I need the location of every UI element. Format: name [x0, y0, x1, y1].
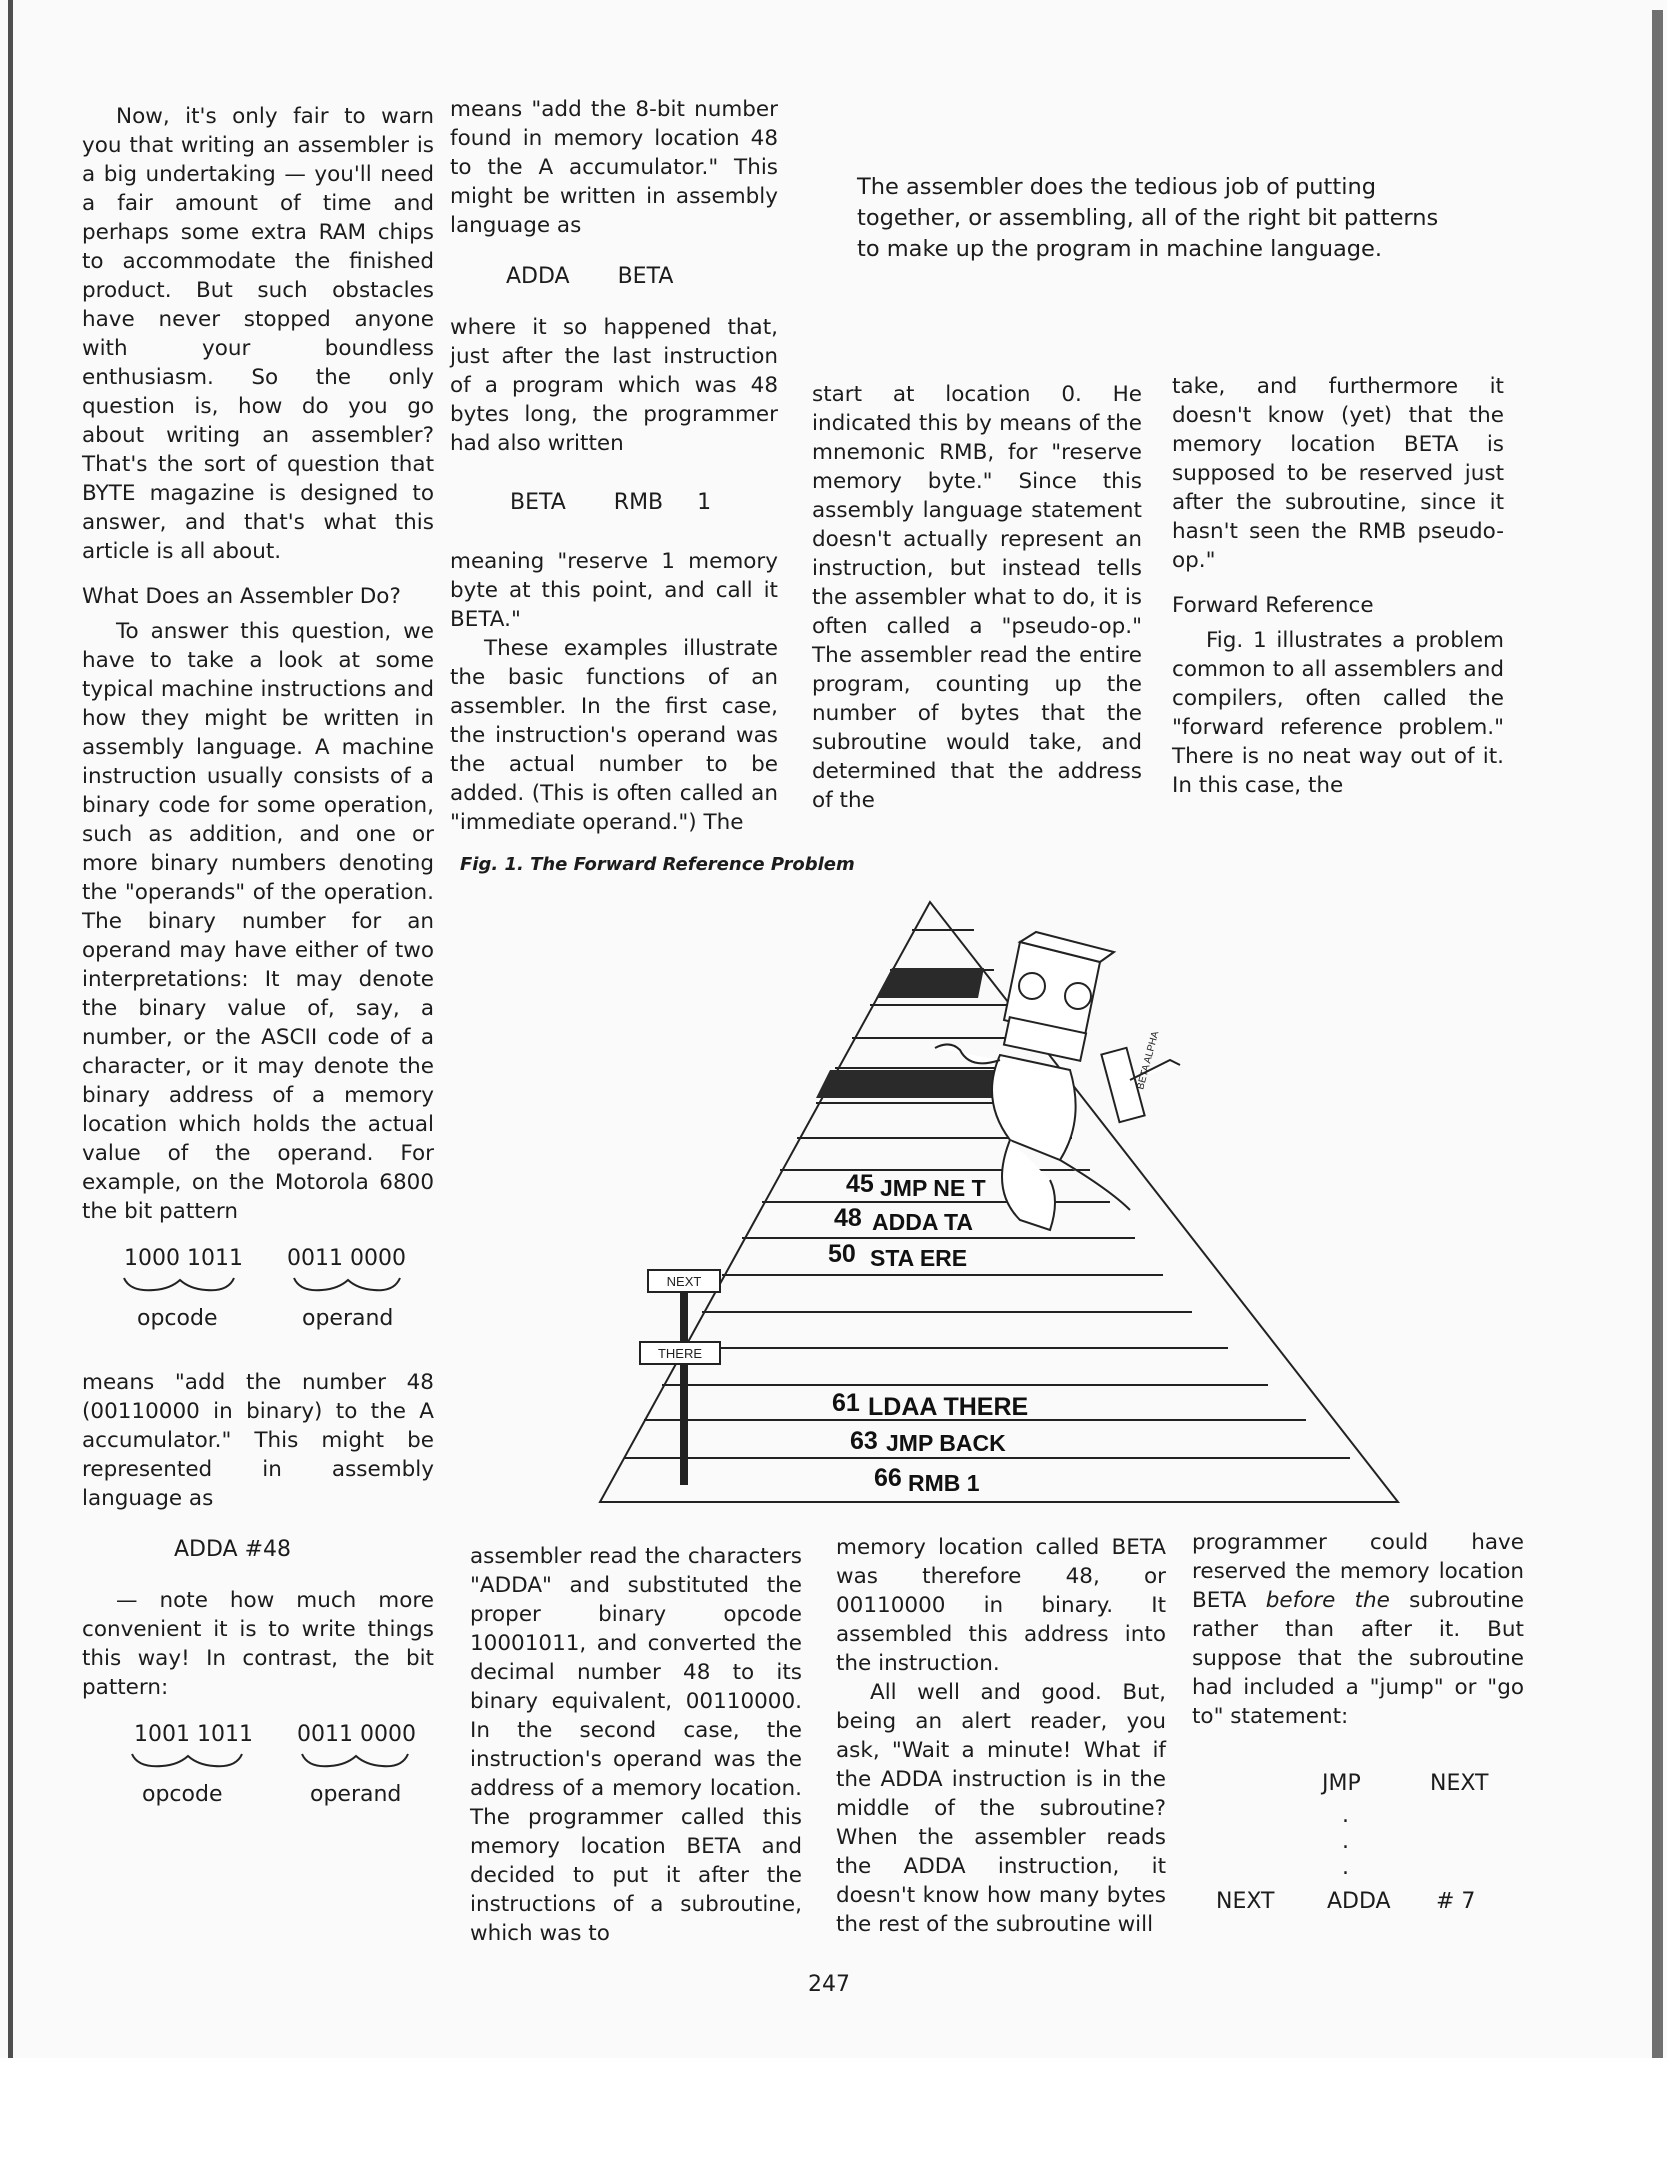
pull-quote: The assembler does the tedious job of putting together, or assembling, all of the right bit patterns to make up the program in machine language.: [857, 174, 1439, 262]
page-margin-bottom: [0, 2058, 1667, 2160]
col2-paragraph-1: means "add the 8-bit number found in memory location 48 to the A accumulator." This might be written in assembly language as: [450, 97, 778, 238]
col1-paragraph-4: — note how much more convenient it is to write things this way! In contrast, the bit pattern:: [82, 1588, 434, 1700]
column-3: [812, 380, 1142, 815]
bottom-col2-paragraph: assembler read the characters "ADDA" and substituted the proper binary opcode 10001011, and converted the decimal number 48 to its binary equivalent, 00110000. In the second case, the instruction's operand was the address of a memory location. The programmer called this memory location BETA and decided to put it after the instructions of a subroutine, which was to: [470, 1544, 802, 1946]
dark-step-middle: [816, 1070, 1018, 1098]
col1-paragraph-1: Now, it's only fair to warn you that writing an assembler is a big undertaking — you'll need a fair amount of time and perhaps some extra RAM chips to accommodate the finished product. But such obstacles have never stopped anyone with your boundless enthusiasm. So the only question is, how do you go about writing an assembler? That's the sort of question that BYTE magazine is designed to answer, and that's what this article is all about.: [82, 104, 434, 564]
row-addr: 66: [874, 1464, 902, 1492]
brace-icon: [82, 1750, 412, 1780]
dark-step-top: [876, 968, 984, 998]
col2-paragraph-4: These examples illustrate the basic functions of an assembler. In the first case, the instruction's operand was the actual number to be added. (This is often called an "immediate operand.") The: [450, 636, 778, 835]
col2-paragraph-2: where it so happened that, just after the last instruction of a program which was 48 bytes long, the programmer had also written: [450, 315, 778, 456]
operand-label: operand: [302, 1306, 394, 1331]
forward-reference-pyramid: [590, 890, 1410, 1515]
row-addr: 48: [834, 1204, 862, 1232]
code-adda-immediate: ADDA #48: [174, 1537, 292, 1562]
signpost: [640, 1270, 720, 1485]
row-addr: 63: [850, 1427, 878, 1455]
row-addr: 45: [846, 1170, 874, 1198]
code-adda-beta: ADDA BETA: [506, 264, 674, 289]
bottom-column-4: [1192, 1528, 1524, 1917]
col4-paragraph-1: take, and furthermore it doesn't know (yet) that the memory location BETA is supposed to be reserved just after the subroutine, since it hasn't seen the RMB pseudo-op.": [1172, 374, 1504, 573]
bit-pattern-1: [82, 1244, 434, 1356]
page-number: 247: [808, 1972, 850, 1997]
col3-paragraph-1: start at location 0. He indicated this by means of the mnemonic RMB, for "reserve memory byte." Since this assembly language statement doesn't actually represent an instruction, but instead tells the assembler what to do, it is often called a "pseudo-op." The assembler read the entire program, counting up the number of bytes that the subroutine would take, and determined that the address of the: [812, 382, 1142, 813]
row-text: STA ERE: [870, 1245, 968, 1271]
pyramid-steps: [624, 930, 1350, 1458]
card-text: BETA ALPHA: [1135, 1030, 1162, 1091]
column-1: [82, 102, 434, 1844]
col1-paragraph-3: means "add the number 48 (00110000 in binary) to the A accumulator." This might be represented in assembly language as: [82, 1370, 434, 1511]
bit-pattern-2: [82, 1720, 434, 1832]
row-text: JMP BACK: [886, 1430, 1006, 1456]
row-addr: 61: [832, 1389, 860, 1417]
operand-label: operand: [310, 1782, 402, 1807]
bottom-col3-paragraph-2: All well and good. But, being an alert reader, you ask, "Wait a minute! What if the ADDA instruction is in the middle of the subroutine? When the assembler reads the ADDA instruction, it doesn't know how many bytes the rest of the subroutine will: [836, 1680, 1166, 1937]
operand-bits: 0011 0000: [287, 1246, 406, 1271]
col2-paragraph-3: meaning "reserve 1 memory byte at this point, and call it BETA.": [450, 549, 778, 632]
bottom-column-3: [836, 1533, 1166, 1939]
sign-next: NEXT: [666, 1274, 702, 1289]
col1-paragraph-2: To answer this question, we have to take a look at some typical machine instructions and how they might be written in assembly language. A machine instruction usually consists of a binary code for some operation, such as addition, and one or more binary numbers denoting the "operands" of the operation. The binary number for an operand may have either of two interpretations: It may denote the binary value of, say, a number, or the ASCII code of a character, or it may denote the binary address of a memory location which holds the actual value of the operand. For example, on the Motorola 6800 the bit pattern: [82, 619, 434, 1224]
scan-edge-left: [8, 0, 13, 2058]
opcode-label: opcode: [137, 1306, 218, 1331]
column-4: [1172, 372, 1504, 800]
instruction-rows: [828, 1170, 1028, 1496]
row-addr: 50: [828, 1240, 856, 1268]
bottom-column-2: [470, 1542, 802, 1948]
figure-caption: Fig. 1. The Forward Reference Problem: [460, 854, 855, 875]
scan-edge-right: [1652, 10, 1663, 2058]
sign-there: THERE: [657, 1346, 703, 1361]
col4-paragraph-2: Fig. 1 illustrates a problem common to all assemblers and compilers, often called the "forward reference problem." There is no neat way out of it. In this case, the: [1172, 628, 1504, 798]
row-text: RMB 1: [908, 1470, 980, 1496]
opcode-bits: 1001 1011: [134, 1722, 253, 1747]
column-2: [450, 95, 778, 837]
opcode-bits: 1000 1011: [124, 1246, 243, 1271]
opcode-label: opcode: [142, 1782, 223, 1807]
row-text: ADDA TA: [872, 1209, 973, 1235]
section-heading-assembler: What Does an Assembler Do?: [82, 584, 401, 609]
code-beta-rmb: BETA RMB 1: [510, 490, 712, 515]
bottom-col4-paragraph: programmer could have reserved the memory location BETA before the subroutine rather than after it. But suppose that the subroutine had included a "jump" or "go to" statement:: [1192, 1530, 1525, 1729]
row-text: LDAA THERE: [868, 1393, 1029, 1421]
code-jmp-next: JMP NEXT . . . NEXT ADDA # 7: [1216, 1771, 1489, 1914]
brace-icon: [82, 1274, 412, 1304]
row-text: JMP NE T: [880, 1175, 986, 1201]
operand-bits: 0011 0000: [297, 1722, 416, 1747]
section-heading-forward-reference: Forward Reference: [1172, 593, 1374, 618]
bottom-col3-paragraph-1: memory location called BETA was therefore 48, or 00110000 in binary. It assembled this address into the instruction.: [836, 1535, 1166, 1676]
